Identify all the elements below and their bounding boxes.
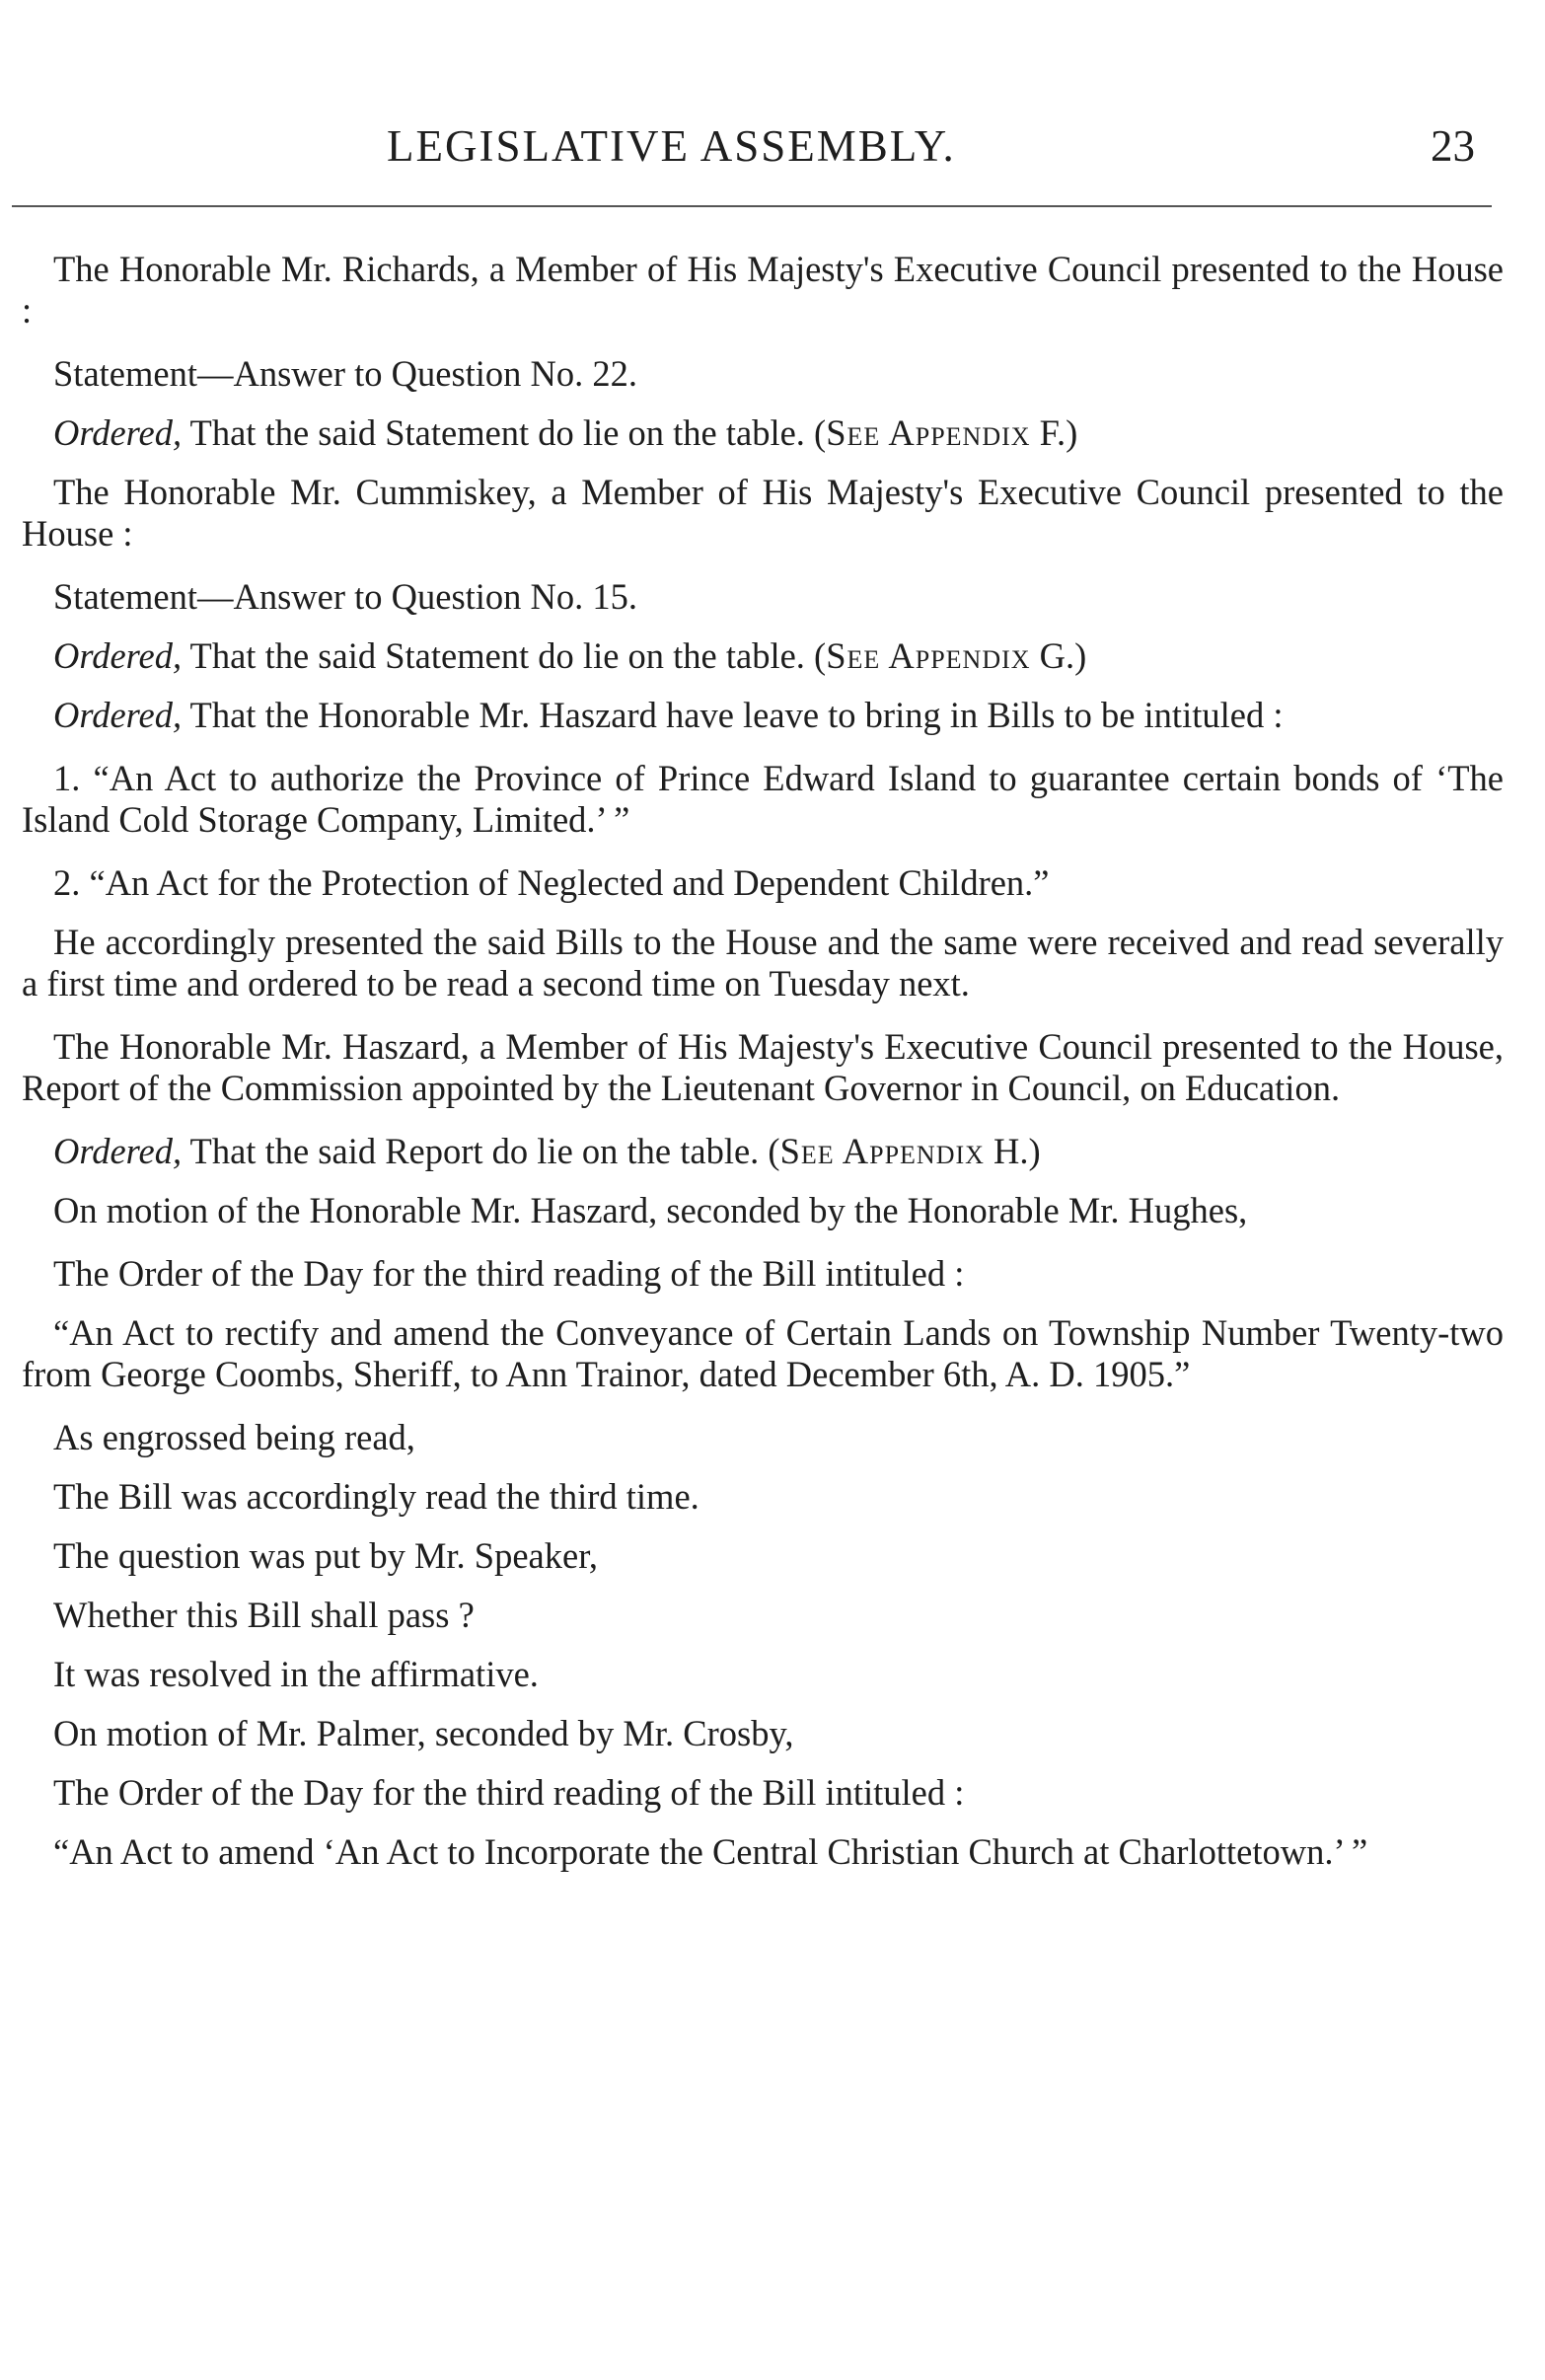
journal-body — [22, 249, 1504, 1895]
appendix-reference: See Appendix — [826, 412, 1031, 453]
bill-number: 1. — [53, 758, 81, 798]
paragraph-ordered-appendix-h — [22, 1131, 1504, 1172]
appendix-reference: See Appendix — [826, 635, 1031, 676]
ordered-text: That the said Report do lie on the table. ( — [182, 1131, 780, 1171]
paragraph-order-of-day-1: The Order of the Day for the third reading of the Bill intituled : — [53, 1253, 965, 1294]
paragraph-ordered-appendix-g — [22, 635, 1504, 677]
paragraph-read-third-time: The Bill was accordingly read the third time. — [53, 1476, 699, 1517]
bill-title: “An Act to authorize the Province of Prince Edward Island to guarantee certain bonds of ‘The Island Cold Storage Company, Limited.’ ” — [22, 758, 1504, 840]
appendix-letter: F.) — [1030, 412, 1078, 453]
running-title: LEGISLATIVE ASSEMBLY. — [387, 121, 956, 171]
paragraph-ordered-appendix-f — [22, 412, 1504, 454]
paragraph-motion-haszard: On motion of the Honorable Mr. Haszard, seconded by the Honorable Mr. Hughes, — [53, 1190, 1248, 1230]
bill-item-1 — [22, 758, 1504, 841]
ordered-text: That the said Statement do lie on the table. ( — [182, 635, 827, 676]
bill-title: “An Act for the Protection of Neglected and Dependent Children.” — [80, 862, 1050, 903]
bill-title-christian-church: “An Act to amend ‘An Act to Incorporate the Central Christian Church at Charlottetown.’ ” — [53, 1831, 1368, 1872]
ordered-word: Ordered, — [53, 635, 183, 676]
ordered-text: That the Honorable Mr. Haszard have leave to bring in Bills to be intituled : — [182, 695, 1284, 735]
appendix-reference: See Appendix — [779, 1131, 985, 1171]
paragraph-statement-15: Statement—Answer to Question No. 15. — [53, 576, 638, 617]
ordered-word: Ordered, — [53, 695, 183, 735]
paragraph-richards-presented: The Honorable Mr. Richards, a Member of His Majesty's Executive Council presented to the House : — [22, 249, 1504, 331]
paragraph-engrossed: As engrossed being read, — [53, 1417, 415, 1457]
paragraph-whether-pass: Whether this Bill shall pass ? — [53, 1595, 475, 1635]
paragraph-motion-palmer: On motion of Mr. Palmer, seconded by Mr. Crosby, — [53, 1713, 794, 1753]
bill-item-2 — [22, 862, 1504, 904]
paragraph-question-put: The question was put by Mr. Speaker, — [53, 1535, 599, 1576]
bill-title-conveyance: “An Act to rectify and amend the Conveyance of Certain Lands on Township Number Twenty-two from George Coombs, Sheriff, to Ann Trainor, dated December 6th, A. D. 1905.” — [22, 1312, 1504, 1394]
paragraph-ordered-leave-bills — [22, 695, 1504, 736]
bill-number: 2. — [53, 862, 81, 903]
paragraph-statement-22: Statement—Answer to Question No. 22. — [53, 353, 638, 394]
ordered-word: Ordered, — [53, 412, 183, 453]
paragraph-order-of-day-2: The Order of the Day for the third reading of the Bill intituled : — [53, 1772, 965, 1813]
paragraph-resolved-affirmative: It was resolved in the affirmative. — [53, 1654, 539, 1694]
page-header — [0, 120, 1545, 180]
appendix-letter: G.) — [1030, 635, 1087, 676]
paragraph-haszard-report: The Honorable Mr. Haszard, a Member of His Majesty's Executive Council presented to the House, Report of the Commission appointed by the Lieutenant Governor in Council, on Education. — [22, 1026, 1504, 1108]
ordered-text: That the said Statement do lie on the table. ( — [182, 412, 827, 453]
paragraph-cummiskey-presented: The Honorable Mr. Cummiskey, a Member of His Majesty's Executive Council presented to the House : — [22, 472, 1504, 554]
paragraph-bills-presented: He accordingly presented the said Bills to the House and the same were received and read severally a first time and ordered to be read a second time on Tuesday next. — [22, 922, 1504, 1004]
page-number: 23 — [1431, 121, 1475, 171]
header-rule — [12, 205, 1492, 207]
appendix-letter: H.) — [984, 1131, 1041, 1171]
ordered-word: Ordered, — [53, 1131, 183, 1171]
